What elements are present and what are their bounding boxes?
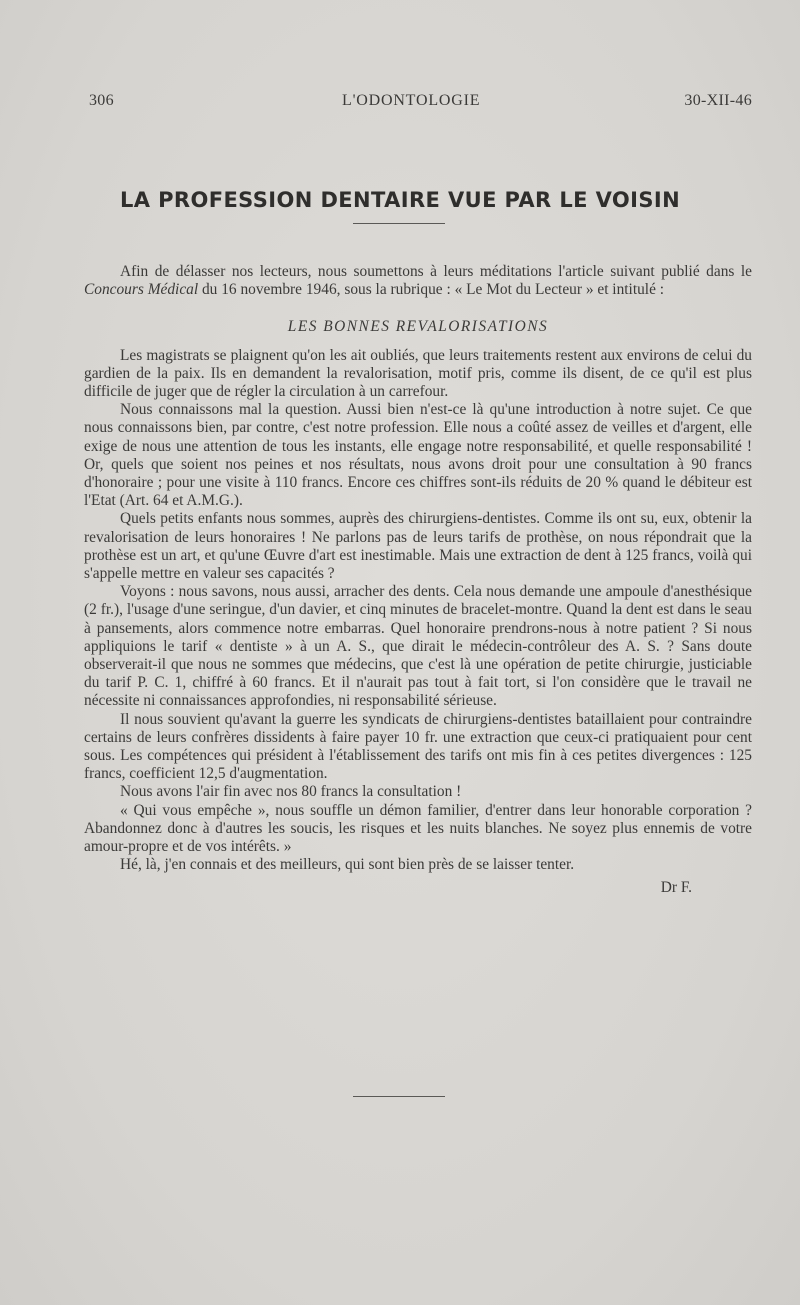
article-title: LA PROFESSION DENTAIRE VUE PAR LE VOISIN bbox=[119, 188, 681, 212]
article-subtitle: LES BONNES REVALORISATIONS bbox=[287, 318, 549, 336]
paragraph-8: Hé, là, j'en connais et des meilleurs, qui sont bien près de se laisser tenter. bbox=[120, 856, 575, 874]
paragraph-2: Nous connaissons mal la question. Aussi bien n'est-ce là qu'une introduction à notre sujet. Ce que nous connaissons bien, par contre, c'est notre profession. Elle nous a coûté assez de veilles et d'argent, elle exige de nous une attention de tous les instants, elle engage notre responsabilité, et quelle responsabilité ! Or, quels que soient nos peines et nos résultats, nous avons droit pour une consultation à 90 francs d'honoraire ; pour une visite à 110 francs. Encore ces chiffres sont-ils réduits de 20 % quand le débiteur est l'Etat (Art. 64 et A.M.G.). bbox=[84, 401, 752, 510]
end-rule bbox=[353, 1096, 445, 1097]
article-body bbox=[84, 263, 752, 897]
issue-date: 30-XII-46 bbox=[684, 92, 752, 109]
author-signature: Dr F. bbox=[660, 878, 692, 896]
intro-text: Afin de délasser nos lecteurs, nous soumettons à leurs méditations l'article suivant publié dans le bbox=[120, 263, 752, 280]
paragraph-3: Quels petits enfants nous sommes, auprès des chirurgiens-dentistes. Comme ils ont su, eux, obtenir la revalorisation de leurs honoraires ! Ne parlons pas de leurs tarifs de prothèse, on nous répondrait que la prothèse est un art, et qu'une Œuvre d'art est inestimable. Mais une extraction de dent à 125 francs, voilà qui s'appelle mettre en valeur ses capacités ? bbox=[84, 510, 752, 583]
paragraph-1: Les magistrats se plaignent qu'on les ait oubliés, que leurs traitements restent aux environs de celui du gardien de la paix. Ils en demandent la revalorisation, motif pris, comme ils disent, de ce qu'il est plus difficile de juger que de régler la circulation à un carrefour. bbox=[84, 346, 752, 401]
running-title: L'ODONTOLOGIE bbox=[342, 92, 481, 109]
paragraph-4: Voyons : nous savons, nous aussi, arracher des dents. Cela nous demande une ampoule d'anesthésique (2 fr.), l'usage d'une seringue, d'un davier, et cinq minutes de bracelet-montre. Quand la dent est dans le seau à pansements, alors commence notre embarras. Quel honoraire prendrons-nous à notre patient ? Si nous appliquions le tarif « dentiste » à un A. S., que dirait le médecin-contrôleur des A. S. ? Sans doute observerait-il que nous ne sommes que médecins, que c'est là une opération de petite chirurgie, justiciable du tarif P. C. 1, chiffré à 60 francs. Et il n'aurait pas tout à fait tort, si l'on considère que le travail ne nécessite ni connaissances approfondies, ni responsabilité sérieuse. bbox=[84, 583, 752, 710]
title-rule bbox=[353, 223, 445, 224]
paragraph-5: Il nous souvient qu'avant la guerre les syndicats de chirurgiens-dentistes bataillaient pour contraindre certains de leurs confrères dissidents à faire payer 10 fr. une extraction que ceux-ci pratiquaient pour cent sous. Les compétences qui président à l'établissement des tarifs ont mis fin à ces petites divergences : 125 francs, coefficient 12,5 d'augmentation. bbox=[84, 710, 752, 783]
page-header bbox=[89, 92, 752, 114]
page-number: 306 bbox=[89, 92, 114, 109]
paragraph-7: « Qui vous empêche », nous souffle un démon familier, d'entrer dans leur honorable corporation ? Abandonnez donc à d'autres les soucis, les risques et les nuits blanches. Ne soyez plus ennemis de votre amour-propre et de vos intérêts. » bbox=[84, 801, 752, 856]
intro-text-end: du 16 novembre 1946, sous la rubrique : « Le Mot du Lecteur » et intitulé : bbox=[198, 281, 665, 299]
source-publication: Concours Médical bbox=[84, 281, 199, 299]
intro-paragraph bbox=[84, 263, 752, 299]
paragraph-6: Nous avons l'air fin avec nos 80 francs la consultation ! bbox=[120, 783, 462, 801]
